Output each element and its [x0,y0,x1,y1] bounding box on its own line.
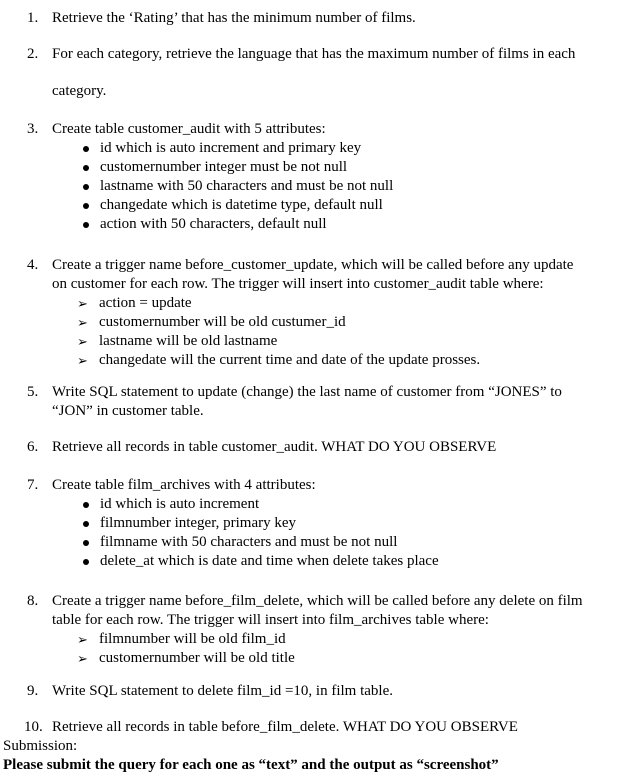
submission-label: Submission: [3,738,78,754]
submission-note: Please submit the query for each one as “text” and the output as “screenshot” [3,757,499,773]
list-item: changedate which is datetime type, default null [81,196,622,215]
bullet-icon [83,165,89,171]
bullet-icon [83,146,89,152]
list-item: delete_at which is date and time when delete takes place [81,552,622,571]
question-text: Retrieve the ‘Rating’ that has the minimum number of films. [52,10,416,26]
list-item: filmname with 50 characters and must be not null [81,533,622,552]
question-number: 2. [27,46,39,62]
question-6 [27,438,622,457]
bullet-icon [83,184,89,190]
bullet-icon [83,559,89,565]
question-5 [27,383,622,421]
question-7 [27,476,622,571]
question-number: 10. [24,719,43,735]
question-10 [24,718,622,737]
list-item: action with 50 characters, default null [81,215,622,234]
question-number: 3. [27,121,39,137]
question-number: 8. [27,593,39,609]
question-text: Retrieve all records in table before_film_delete. WHAT DO YOU OBSERVE [52,719,518,735]
list-item: lastname with 50 characters and must be not null [81,177,622,196]
question-text: Create table film_archives with 4 attributes: [52,477,316,493]
question-number: 9. [27,683,39,699]
question-number: 5. [27,384,39,400]
question-text-continued: table for each row. The trigger will insert into film_archives table where: [52,612,489,628]
question-4 [27,256,622,370]
list-item: id which is auto increment and primary key [81,139,622,158]
list-item: ➢ customernumber will be old custumer_id [77,314,346,330]
question-2 [27,45,622,101]
question-text: Write SQL statement to update (change) the last name of customer from “JONES” to [52,384,562,400]
question-number: 7. [27,477,39,493]
question-number: 4. [27,257,39,273]
arrow-bullet-icon: ➢ [77,651,88,666]
question-text: Create table customer_audit with 5 attributes: [52,121,326,137]
question-text-continued: on customer for each row. The trigger will insert into customer_audit table where: [52,276,544,292]
bullet-icon [83,521,89,527]
bullet-icon [83,502,89,508]
list-item: ➢ lastname will be old lastname [77,333,278,349]
question-3 [27,120,622,234]
question-text: Write SQL statement to delete film_id =10, in film table. [52,683,393,699]
list-item: ➢ filmnumber will be old film_id [77,631,286,647]
bullet-icon [83,540,89,546]
question-text: Create a trigger name before_customer_update, which will be called before any update [52,257,574,273]
arrow-bullet-icon: ➢ [77,296,88,311]
question-number: 6. [27,439,39,455]
question-text: Retrieve all records in table customer_audit. WHAT DO YOU OBSERVE [52,439,497,455]
question-9 [27,682,622,701]
question-text-continued: “JON” in customer table. [52,403,204,419]
list-item: ➢ customernumber will be old title [77,650,295,666]
question-1 [27,9,622,28]
list-item: id which is auto increment [81,495,622,514]
list-item: ➢ changedate will the current time and date of the update prosses. [77,352,481,368]
question-8 [27,592,622,668]
question-text: For each category, retrieve the language that has the maximum number of films in each [52,46,576,62]
question-text: Create a trigger name before_film_delete, which will be called before any delete on film [52,593,583,609]
arrow-bullet-icon: ➢ [77,315,88,330]
question-text-continued: category. [52,83,107,99]
list-item: customernumber integer must be not null [81,158,622,177]
list-item: ➢ action = update [77,295,192,311]
arrow-bullet-icon: ➢ [77,334,88,349]
list-item: filmnumber integer, primary key [81,514,622,533]
bullet-icon [83,222,89,228]
question-number: 1. [27,10,39,26]
arrow-bullet-icon: ➢ [77,353,88,368]
arrow-bullet-icon: ➢ [77,632,88,647]
bullet-icon [83,203,89,209]
